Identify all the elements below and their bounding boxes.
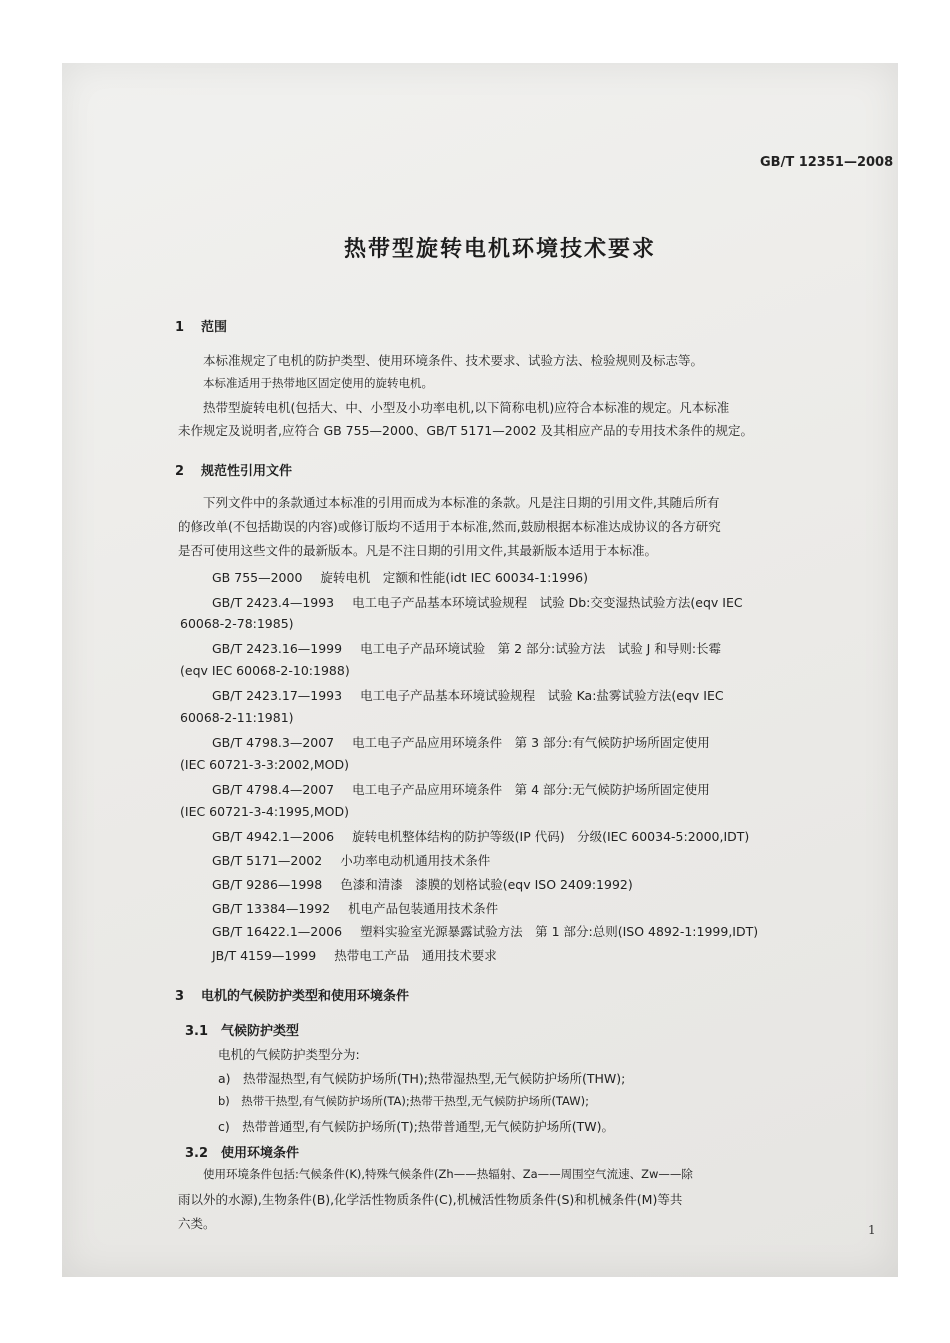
reference-continuation: (eqv IEC 60068-2-10:1988) (180, 663, 350, 678)
paragraph: 本标准适用于热带地区固定使用的旋转电机。 (203, 376, 433, 390)
paragraph: 使用环境条件包括:气候条件(K),特殊气候条件(Zh——热辐射、Za——周围空气流速、Zw——除 (203, 1167, 693, 1181)
reference-title: 旋转电机 定额和性能(idt IEC 60034-1:1996) (320, 570, 588, 585)
reference-item (212, 639, 721, 657)
document-title: 热带型旋转电机环境技术要求 (343, 237, 656, 262)
page-number: 1 (868, 1223, 876, 1237)
reference-code: GB/T 16422.1—2006 (212, 924, 343, 939)
reference-code: JB/T 4159—1999 (212, 948, 317, 963)
reference-continuation: (IEC 60721-3-3:2002,MOD) (180, 757, 349, 772)
standard-number: GB/T 12351—2008 (760, 155, 894, 170)
reference-title: 塑料实验室光源暴露试验方法 第 1 部分:总则(ISO 4892-1:1999,IDT) (360, 924, 759, 939)
reference-title: 电工电子产品环境试验 第 2 部分:试验方法 试验 J 和导则:长霉 (360, 641, 722, 656)
reference-item (212, 733, 710, 751)
reference-item (212, 875, 633, 893)
reference-code: GB/T 4798.3—2007 (212, 735, 335, 750)
paragraph: 电机的气候防护类型分为: (218, 1047, 360, 1062)
paragraph: 热带型旋转电机(包括大、中、小型及小功率电机,以下简称电机)应符合本标准的规定。凡本标准 (203, 400, 730, 415)
subsection-title: 使用环境条件 (221, 1146, 300, 1161)
list-item: a) 热带湿热型,有气候防护场所(TH);热带湿热型,无气候防护场所(THW); (218, 1071, 626, 1086)
paragraph: 下列文件中的条款通过本标准的引用而成为本标准的条款。凡是注日期的引用文件,其随后所有 (203, 495, 720, 510)
reference-title: 旋转电机整体结构的防护等级(IP 代码) 分级(IEC 60034-5:2000,IDT) (352, 829, 750, 844)
subsection-title: 气候防护类型 (221, 1024, 300, 1039)
section-title: 规范性引用文件 (201, 464, 293, 479)
subsection-number: 3.2 (185, 1146, 209, 1161)
section-title: 范围 (201, 320, 228, 335)
reference-title: 小功率电动机通用技术条件 (340, 853, 491, 868)
list-item: b) 热带干热型,有气候防护场所(TA);热带干热型,无气候防护场所(TAW); (218, 1094, 590, 1108)
reference-title: 色漆和清漆 漆膜的划格试验(eqv ISO 2409:1992) (340, 877, 633, 892)
reference-code: GB/T 2423.17—1993 (212, 688, 343, 703)
reference-title: 电工电子产品应用环境条件 第 3 部分:有气候防护场所固定使用 (352, 735, 710, 750)
paragraph: 六类。 (178, 1216, 216, 1231)
subsection-3-1-heading (185, 1020, 299, 1039)
section-2-heading (175, 460, 292, 479)
reference-item (212, 827, 749, 845)
subsection-3-2-heading (185, 1142, 299, 1161)
list-item: c) 热带普通型,有气候防护场所(T);热带普通型,无气候防护场所(TW)。 (218, 1119, 615, 1134)
reference-continuation: 60068-2-78:1985) (180, 616, 294, 631)
reference-title: 电工电子产品基本环境试验规程 试验 Ka:盐雾试验方法(eqv IEC (360, 688, 724, 703)
section-1-heading (175, 316, 227, 335)
reference-title: 电工电子产品基本环境试验规程 试验 Db:交变湿热试验方法(eqv IEC (352, 595, 743, 610)
paragraph: 的修改单(不包括勘误的内容)或修订版均不适用于本标准,然而,鼓励根据本标准达成协议的各方研究 (178, 519, 721, 534)
reference-title: 机电产品包装通用技术条件 (348, 901, 499, 916)
reference-code: GB/T 5171—2002 (212, 853, 323, 868)
reference-item (212, 593, 743, 611)
section-number: 1 (175, 320, 185, 335)
reference-continuation: 60068-2-11:1981) (180, 710, 294, 725)
reference-code: GB/T 2423.16—1999 (212, 641, 343, 656)
reference-code: GB/T 9286—1998 (212, 877, 323, 892)
reference-continuation: (IEC 60721-3-4:1995,MOD) (180, 804, 349, 819)
reference-title: 热带电工产品 通用技术要求 (334, 948, 497, 963)
reference-code: GB 755—2000 (212, 570, 303, 585)
reference-code: GB/T 4798.4—2007 (212, 782, 335, 797)
reference-code: GB/T 13384—1992 (212, 901, 331, 916)
section-3-heading (175, 985, 409, 1004)
section-title: 电机的气候防护类型和使用环境条件 (201, 989, 410, 1004)
paragraph: 雨以外的水源),生物条件(B),化学活性物质条件(C),机械活性物质条件(S)和机械条件(M)等共 (178, 1192, 683, 1207)
paragraph: 是否可使用这些文件的最新版本。凡是不注日期的引用文件,其最新版本适用于本标准。 (178, 543, 657, 558)
reference-item (212, 568, 588, 586)
section-number: 3 (175, 989, 185, 1004)
reference-item (212, 922, 758, 940)
reference-item (212, 851, 490, 869)
reference-title: 电工电子产品应用环境条件 第 4 部分:无气候防护场所固定使用 (352, 782, 710, 797)
reference-item (212, 946, 497, 964)
paragraph: 本标准规定了电机的防护类型、使用环境条件、技术要求、试验方法、检验规则及标志等。 (203, 353, 704, 368)
subsection-number: 3.1 (185, 1024, 209, 1039)
reference-code: GB/T 2423.4—1993 (212, 595, 335, 610)
reference-item (212, 899, 498, 917)
reference-code: GB/T 4942.1—2006 (212, 829, 335, 844)
reference-item (212, 780, 710, 798)
reference-item (212, 686, 724, 704)
section-number: 2 (175, 464, 185, 479)
paragraph: 未作规定及说明者,应符合 GB 755—2000、GB/T 5171—2002 及其相应产品的专用技术条件的规定。 (178, 423, 754, 438)
